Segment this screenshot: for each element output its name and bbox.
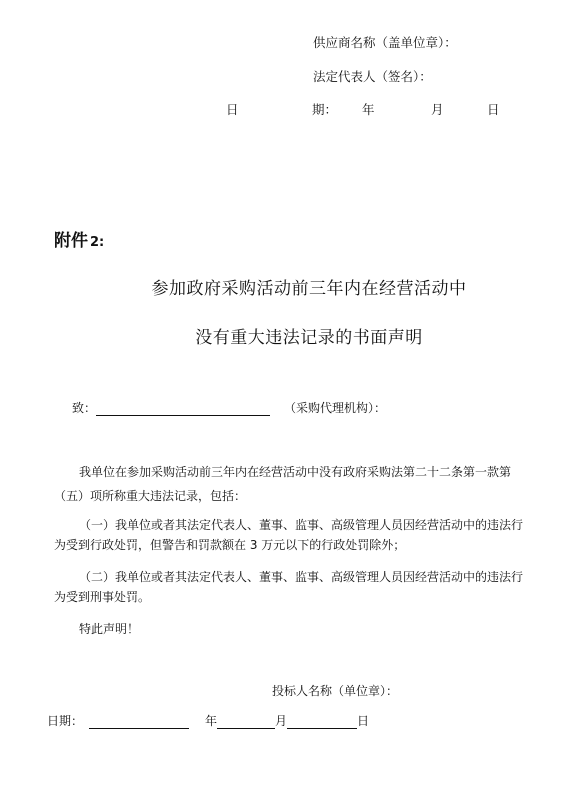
title-line-1: 参加政府采购活动前三年内在经营活动中 [151,279,467,299]
legal-representative-label: 法定代表人（签名）： [313,69,432,84]
para1-line2: （五）项所称重大违法记录，包括： [54,489,247,503]
date-char-qi: 期： [312,102,338,117]
date-label: 日期： [47,714,84,728]
month-blank[interactable] [287,714,357,729]
bottom-month: 月 [275,714,288,728]
to-label: 致： [72,401,97,415]
item1-line1: （一）我单位或者其法定代表人、董事、监事、高级管理人员因经营活动中的违法行 [79,518,524,532]
agency-name-blank[interactable] [96,401,270,416]
item2-line1: （二）我单位或者其法定代表人、董事、监事、高级管理人员因经营活动中的违法行 [79,570,524,584]
supplier-name-label: 供应商名称（盖单位章）： [313,35,457,50]
date-blank[interactable] [89,714,189,729]
attachment-number: 2: [90,235,105,250]
date-char-ri: 日 [226,102,239,117]
closing-statement: 特此声明！ [79,622,140,636]
attachment-heading [54,226,104,251]
attachment-prefix: 附件 [54,231,88,251]
bidder-name-label: 投标人名称（单位章）： [272,684,399,698]
title-line-2: 没有重大违法记录的书面声明 [195,328,423,348]
bottom-day: 日 [357,714,370,728]
item2-line2: 为受到刑事处罚。 [54,590,151,604]
to-suffix: （采购代理机构）： [284,401,387,415]
date-month: 月 [431,102,444,117]
year-blank[interactable] [217,714,275,729]
item1-line2: 为受到行政处罚，但警告和罚款额在 3 万元以下的行政处罚除外； [54,538,406,552]
to-line [72,399,386,416]
date-day: 日 [487,102,500,117]
para1-line1: 我单位在参加采购活动前三年内在经营活动中没有政府采购法第二十二条第一款第 [79,465,512,479]
bottom-date-row [47,712,369,729]
top-date-row [0,100,574,118]
date-year: 年 [362,102,375,117]
bottom-year: 年 [205,714,218,728]
